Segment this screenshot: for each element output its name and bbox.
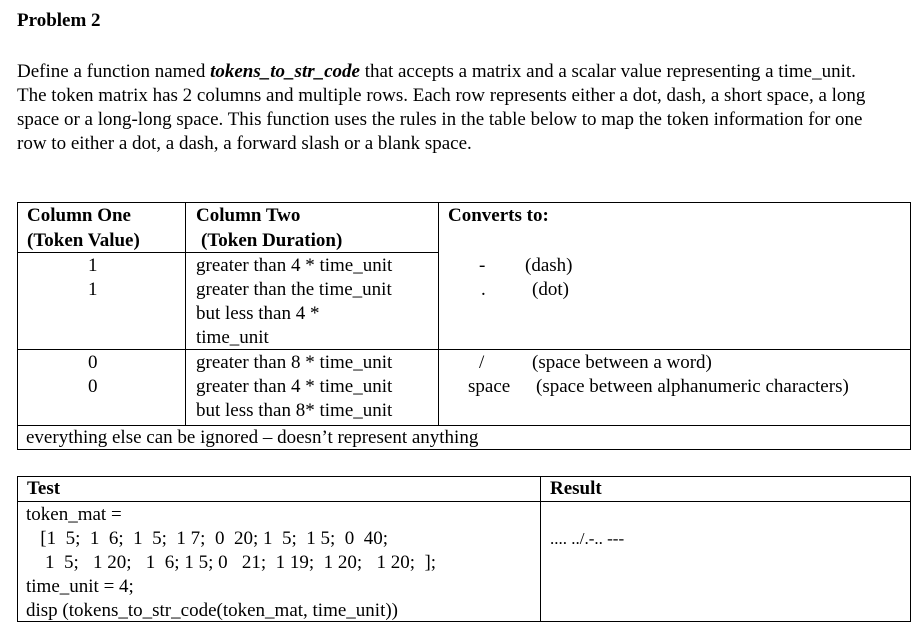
row3-duration: greater than 8 * time_unit bbox=[196, 352, 393, 373]
test-table bbox=[17, 476, 911, 622]
row3-value: 0 bbox=[88, 352, 98, 373]
row2-value: 1 bbox=[88, 279, 98, 300]
function-name: tokens_to_str_code bbox=[210, 61, 360, 82]
row3-symbol: / bbox=[479, 352, 485, 373]
row2-duration-line2: but less than 4 * bbox=[196, 303, 320, 324]
header-column-two: Column Two bbox=[196, 205, 301, 226]
test-line-1: token_mat = bbox=[26, 504, 122, 525]
intro-text-start: Define a function named bbox=[17, 61, 211, 82]
row2-meaning: (dot) bbox=[532, 279, 569, 300]
header-converts-to: Converts to: bbox=[448, 205, 549, 226]
header-column-one: Column One bbox=[27, 205, 131, 226]
header-token-value: (Token Value) bbox=[27, 230, 140, 251]
intro-text-end: that accepts a matrix and a scalar value representing a time_unit. The token matrix has 2 columns and multiple rows. Each row represents either a dot, dash, a short space, a long space or a long-long space. This function uses the rules in the table below to map the token information for one row to either a dot, a dash, a forward slash or a blank space. bbox=[17, 61, 866, 154]
row4-meaning: (space between alphanumeric characters) bbox=[536, 376, 849, 397]
test-col-divider bbox=[540, 477, 541, 621]
row2-symbol: . bbox=[481, 279, 486, 300]
problem-title: Problem 2 bbox=[17, 10, 101, 31]
header-result: Result bbox=[550, 478, 602, 499]
row2-duration-line1: greater than the time_unit bbox=[196, 279, 392, 300]
rules-footer-note: everything else can be ignored – doesn’t represent anything bbox=[26, 427, 479, 448]
row1-meaning: (dash) bbox=[525, 255, 573, 276]
row1-value: 1 bbox=[88, 255, 98, 276]
rules-col-divider-1 bbox=[185, 203, 186, 425]
test-line-5: disp (tokens_to_str_code(token_mat, time_unit)) bbox=[26, 600, 399, 621]
rules-table bbox=[17, 202, 911, 450]
row4-duration-line1: greater than 4 * time_unit bbox=[196, 376, 393, 397]
test-line-3: 1 5; 1 20; 1 6; 1 5; 0 21; 1 19; 1 20; 1 20; ]; bbox=[26, 552, 437, 573]
row4-duration-line2: but less than 8* time_unit bbox=[196, 400, 393, 421]
header-test: Test bbox=[27, 478, 61, 499]
test-header-rule bbox=[18, 501, 910, 502]
row1-duration: greater than 4 * time_unit bbox=[196, 255, 393, 276]
problem-description bbox=[17, 60, 877, 156]
test-line-2: [1 5; 1 6; 1 5; 1 7; 0 20; 1 5; 1 5; 0 40; bbox=[26, 528, 389, 549]
header-token-duration: (Token Duration) bbox=[201, 230, 343, 251]
row1-symbol: - bbox=[479, 255, 486, 276]
test-result: .... ../.-.. --- bbox=[550, 529, 625, 548]
rules-col-divider-2 bbox=[438, 203, 439, 425]
rules-row-rule-b bbox=[438, 349, 911, 350]
test-line-4: time_unit = 4; bbox=[26, 576, 134, 597]
row4-value: 0 bbox=[88, 376, 98, 397]
row4-symbol: space bbox=[468, 376, 511, 397]
row2-duration-line3: time_unit bbox=[196, 327, 269, 348]
row3-meaning: (space between a word) bbox=[532, 352, 712, 373]
